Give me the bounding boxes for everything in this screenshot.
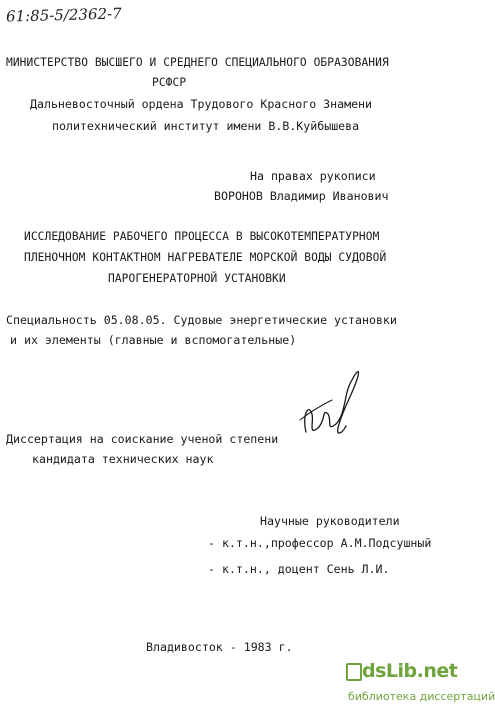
specialty-line-1: Специальность 05.08.05. Судовые энергетические установки <box>6 313 397 327</box>
dslib-watermark <box>330 660 495 710</box>
handwritten-archive-number: 61:85-5/2362-7 <box>5 4 122 26</box>
supervisor-1: - к.т.н.,профессор А.М.Подсушный <box>208 536 432 550</box>
institute-line-2: политехнический институт имени В.В.Куйбышева <box>52 119 360 133</box>
author-name: ВОРОНОВ Владимир Иванович <box>214 189 389 203</box>
watermark-logo: dsLib.net <box>362 660 458 682</box>
dissertation-purpose-line-1: Диссертация на соискание ученой степени <box>6 432 279 446</box>
supervisor-2: - к.т.н., доцент Сень Л.И. <box>208 562 390 576</box>
dissertation-title-line-1: ИССЛЕДОВАНИЕ РАБОЧЕГО ПРОЦЕССА В ВЫСОКОТЕМПЕРАТУРНОМ <box>24 230 380 243</box>
book-icon <box>346 663 362 681</box>
institute-line-1: Дальневосточный ордена Трудового Красного Знамени <box>30 97 373 111</box>
ministry-heading: МИНИСТЕРСТВО ВЫСШЕГО И СРЕДНЕГО СПЕЦИАЛЬНОГО ОБРАЗОВАНИЯ <box>6 56 389 69</box>
dissertation-purpose-line-2: кандидата технических наук <box>32 452 214 466</box>
city-and-year: Владивосток - 1983 г. <box>146 640 293 654</box>
republic-heading: РСФСР <box>152 76 187 89</box>
dissertation-title-line-2: ПЛЕНОЧНОМ КОНТАКТНОМ НАГРЕВАТЕЛЕ МОРСКОЙ ВОДЫ СУДОВОЙ <box>24 251 387 264</box>
author-signature <box>298 362 368 452</box>
manuscript-note: На правах рукописи <box>250 169 376 183</box>
dissertation-title-line-3: ПАРОГЕНЕРАТОРНОЙ УСТАНОВКИ <box>108 272 286 285</box>
supervisors-heading: Научные руководители <box>260 514 400 528</box>
watermark-tagline: библиотека диссертаций <box>348 690 495 703</box>
specialty-line-2: и их элементы (главные и вспомогательные) <box>10 333 297 347</box>
